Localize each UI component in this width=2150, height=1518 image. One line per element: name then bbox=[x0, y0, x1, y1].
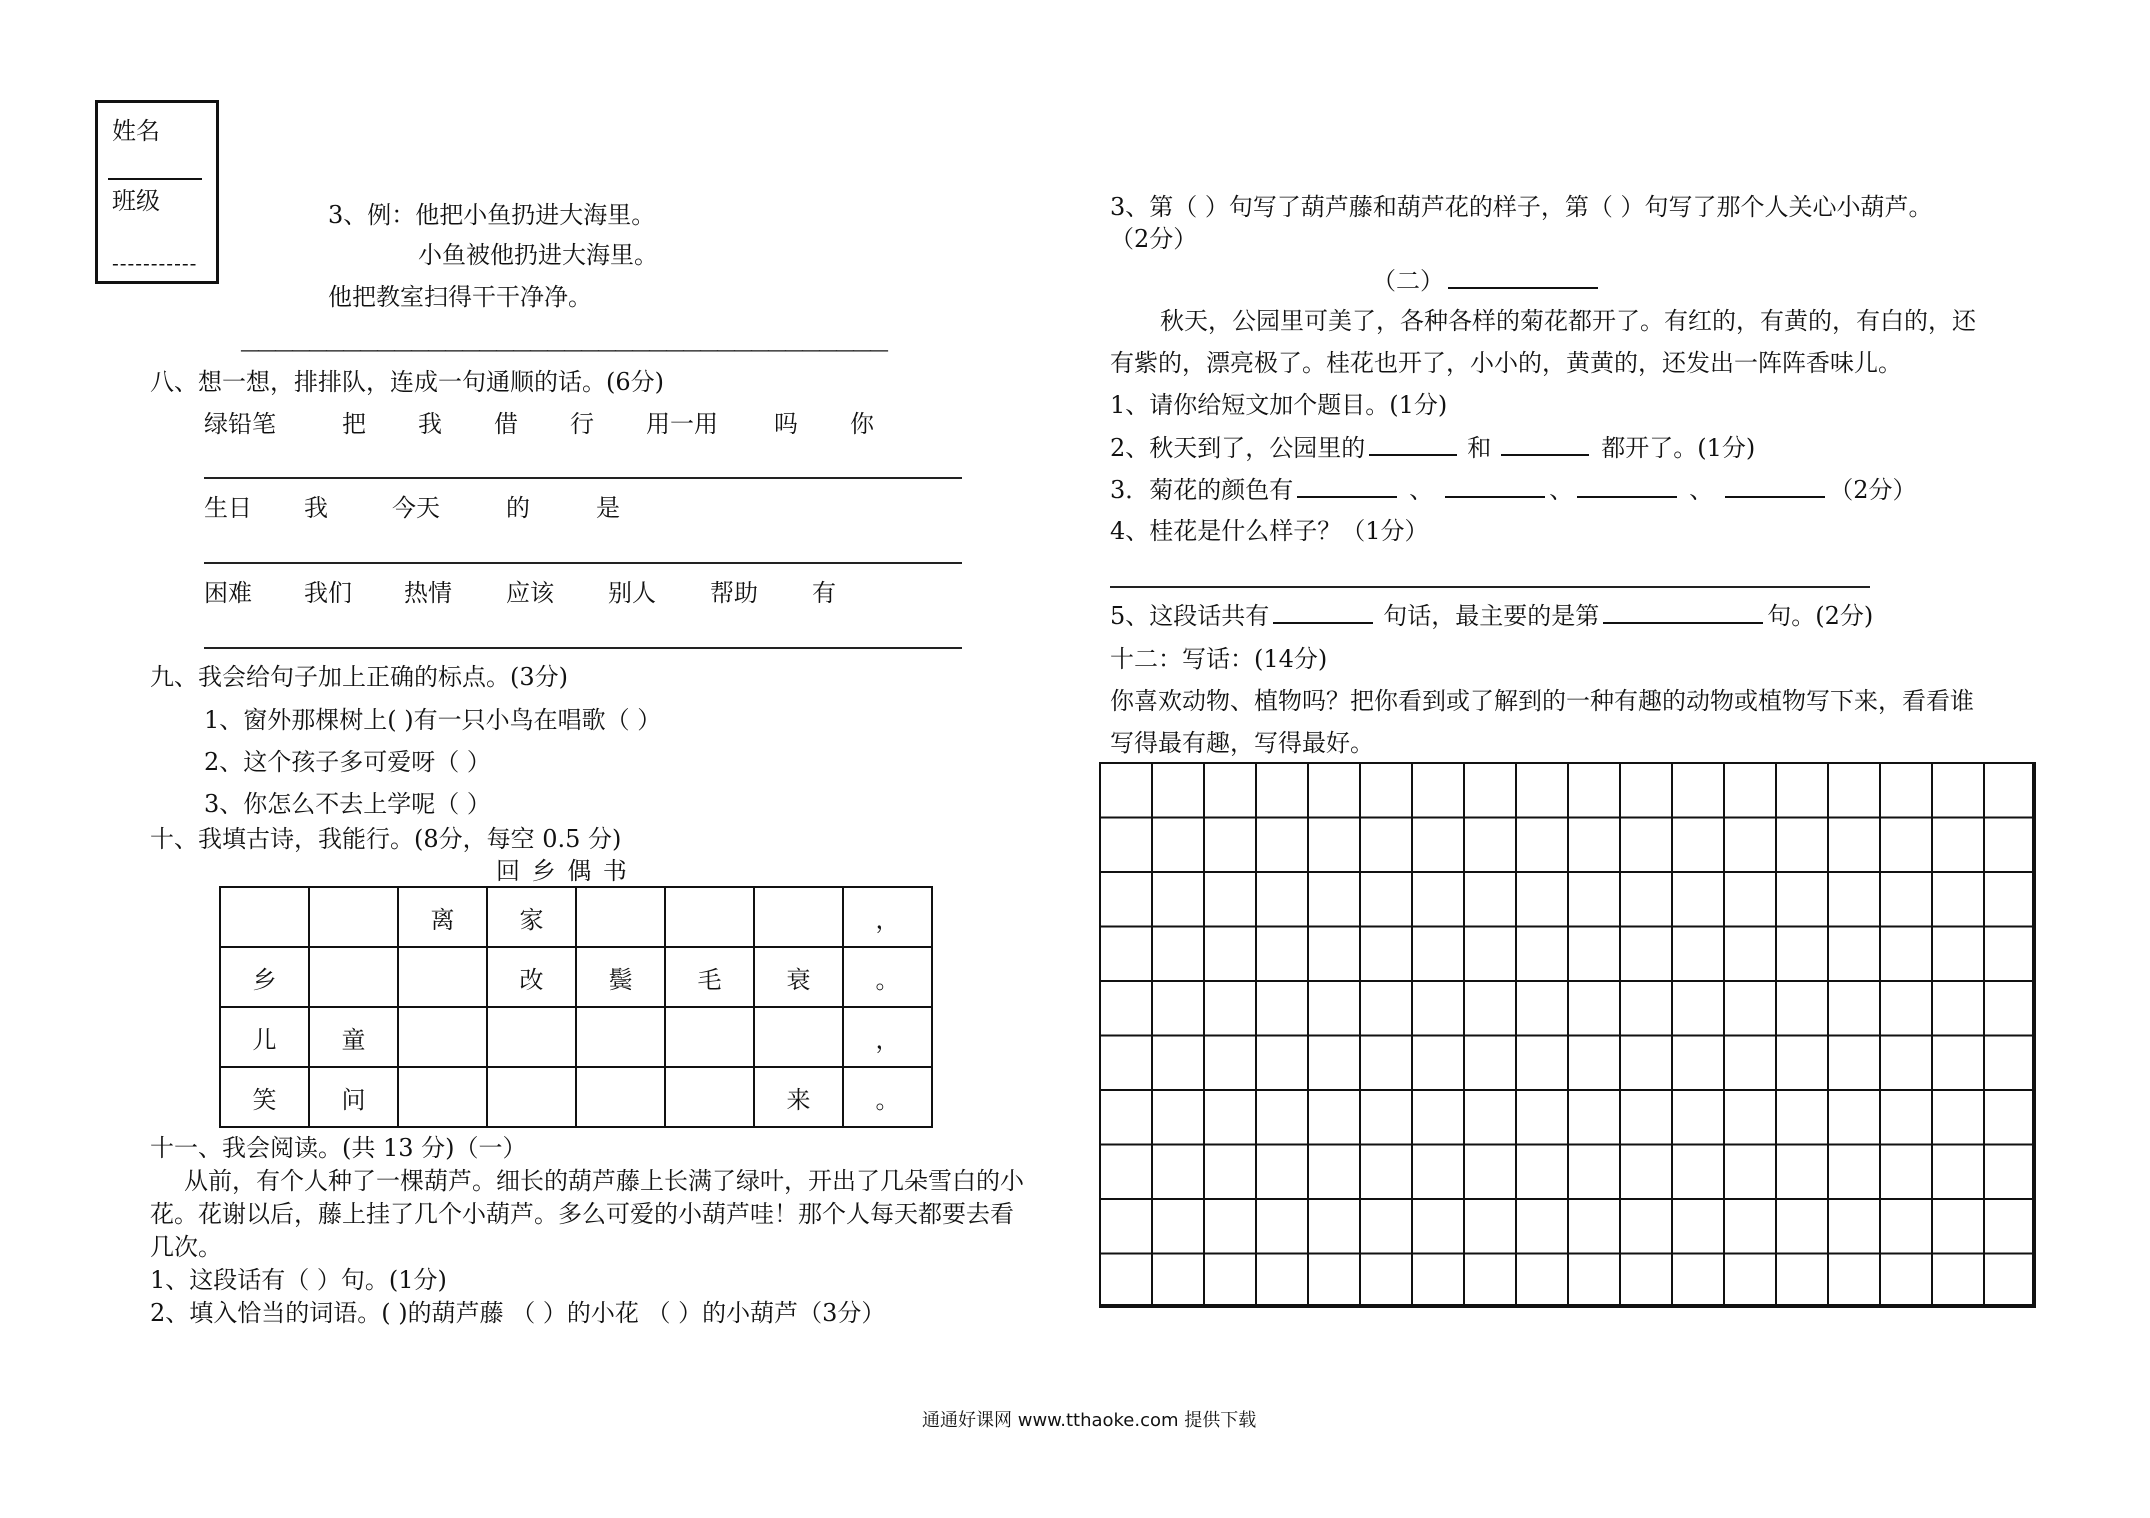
poem-cell: 家 bbox=[487, 887, 576, 947]
q7-example: 小鱼被他扔进大海里。 bbox=[418, 241, 658, 269]
part2-passage-line-1: 秋天，公园里可美了，各种各样的菊花都开了。有红的，有黄的，有白的，还 bbox=[1160, 307, 1976, 335]
poem-cell[interactable] bbox=[754, 1007, 843, 1067]
class-label: 班级 bbox=[112, 187, 160, 215]
poem-cell[interactable] bbox=[487, 1067, 576, 1127]
word: 有 bbox=[812, 579, 836, 607]
word: 困难 bbox=[204, 579, 252, 607]
poem-cell: 衰 bbox=[754, 947, 843, 1007]
q2-text-a: 2、秋天到了，公园里的 bbox=[1110, 434, 1366, 462]
q11-passage-line-3: 几次。 bbox=[150, 1233, 222, 1261]
q2-text-b: 和 bbox=[1467, 434, 1492, 462]
word: 行 bbox=[570, 410, 594, 438]
poem-cell: ， bbox=[843, 887, 932, 947]
word: 别人 bbox=[608, 579, 656, 607]
q5-blank-1[interactable] bbox=[1273, 600, 1373, 624]
q3-sep: 、 bbox=[1689, 476, 1714, 504]
q3-blank-2[interactable] bbox=[1445, 474, 1545, 498]
poem-cell[interactable] bbox=[576, 1067, 665, 1127]
q5-blank-2[interactable] bbox=[1603, 600, 1763, 624]
title-blank[interactable] bbox=[1448, 265, 1598, 289]
word: 我 bbox=[304, 494, 328, 522]
q9-item-3: 3、你怎么不去上学呢（ ） bbox=[204, 790, 491, 818]
word: 生日 bbox=[204, 494, 252, 522]
q8-answer-line-2[interactable] bbox=[204, 562, 962, 564]
q9-title: 九、我会给句子加上正确的标点。(3分) bbox=[150, 663, 568, 691]
poem-cell[interactable] bbox=[398, 1067, 487, 1127]
q12-title: 十二：写话：(14分) bbox=[1110, 645, 1328, 673]
poem-cell: 毛 bbox=[665, 947, 754, 1007]
q11-q3: 3、第（ ）句写了葫芦藤和葫芦花的样子，第（ ）句写了那个人关心小葫芦。 bbox=[1110, 193, 1933, 221]
word: 借 bbox=[494, 410, 518, 438]
q8-title: 八、想一想，排排队，连成一句通顺的话。(6分) bbox=[150, 368, 664, 396]
poem-grid bbox=[219, 886, 933, 1128]
name-class-box bbox=[95, 100, 219, 284]
word: 今天 bbox=[392, 494, 440, 522]
word: 应该 bbox=[506, 579, 554, 607]
poem-cell[interactable] bbox=[665, 887, 754, 947]
q11-title: 十一、我会阅读。(共 13 分)（一） bbox=[150, 1134, 527, 1162]
poem-cell: ， bbox=[843, 1007, 932, 1067]
poem-cell[interactable] bbox=[576, 887, 665, 947]
word: 帮助 bbox=[710, 579, 758, 607]
part2-passage-line-2: 有紫的，漂亮极了。桂花也开了，小小的，黄黄的，还发出一阵阵香味儿。 bbox=[1110, 349, 1902, 377]
q4-answer-line[interactable] bbox=[1110, 586, 1870, 588]
name-label: 姓名 bbox=[112, 117, 160, 145]
poem-cell: 笑 bbox=[220, 1067, 309, 1127]
poem-cell: 来 bbox=[754, 1067, 843, 1127]
q3-sep: 、 bbox=[1549, 476, 1574, 504]
q3-sep: 、 bbox=[1409, 476, 1434, 504]
poem-cell[interactable] bbox=[665, 1007, 754, 1067]
q8-answer-line-1[interactable] bbox=[204, 477, 962, 479]
poem-cell[interactable] bbox=[398, 947, 487, 1007]
q7-item: 3、例：他把小鱼扔进大海里。 bbox=[328, 201, 656, 229]
part2-q5 bbox=[1110, 600, 1873, 631]
poem-cell[interactable] bbox=[754, 887, 843, 947]
q11-q3-score: （2分） bbox=[1110, 225, 1198, 253]
poem-cell[interactable] bbox=[220, 887, 309, 947]
word: 的 bbox=[506, 494, 530, 522]
part2-q3 bbox=[1110, 474, 1917, 505]
q3-text: 3．菊花的颜色有 bbox=[1110, 476, 1294, 504]
part2-heading-text: （二） bbox=[1372, 267, 1444, 295]
poem-cell[interactable] bbox=[576, 1007, 665, 1067]
poem-cell: 。 bbox=[843, 947, 932, 1007]
q10-title: 十、我填古诗，我能行。(8分，每空 0.5 分) bbox=[150, 825, 622, 853]
q8-answer-line-3[interactable] bbox=[204, 647, 962, 649]
q5-text-c: 句。(2分) bbox=[1767, 602, 1874, 630]
word: 用一用 bbox=[646, 410, 718, 438]
word: 我 bbox=[418, 410, 442, 438]
q2-blank-1[interactable] bbox=[1369, 432, 1457, 456]
q11-passage-line-1: 从前，有个人种了一棵葫芦。细长的葫芦藤上长满了绿叶，开出了几朵雪白的小 bbox=[184, 1167, 1024, 1195]
poem-cell[interactable] bbox=[487, 1007, 576, 1067]
class-dash: ----------- bbox=[112, 251, 198, 275]
poem-cell: 改 bbox=[487, 947, 576, 1007]
q2-text-c: 都开了。(1分) bbox=[1601, 434, 1756, 462]
word: 吗 bbox=[774, 410, 798, 438]
poem-cell[interactable] bbox=[665, 1067, 754, 1127]
word: 绿铅笔 bbox=[204, 410, 276, 438]
q9-item-2: 2、这个孩子多可爱呀（ ） bbox=[204, 748, 491, 776]
q9-item-1: 1、窗外那棵树上( )有一只小鸟在唱歌（ ） bbox=[204, 706, 662, 734]
q7-task: 他把教室扫得干干净净。 bbox=[328, 283, 592, 311]
poem-cell: 儿 bbox=[220, 1007, 309, 1067]
q7-answer-line[interactable]: —————————————————————————————————————— bbox=[240, 337, 886, 361]
part2-heading bbox=[1372, 265, 1602, 296]
q2-blank-2[interactable] bbox=[1501, 432, 1589, 456]
q12-prompt-line-1: 你喜欢动物、植物吗？把你看到或了解到的一种有趣的动物或植物写下来，看看谁 bbox=[1110, 687, 1974, 715]
word: 热情 bbox=[404, 579, 452, 607]
poem-cell: 。 bbox=[843, 1067, 932, 1127]
q11-q2: 2、填入恰当的词语。( )的葫芦藤 （ ）的小花 （ ）的小葫芦（3分） bbox=[150, 1299, 886, 1327]
poem-cell: 乡 bbox=[220, 947, 309, 1007]
word: 我们 bbox=[304, 579, 352, 607]
part2-q1: 1、请你给短文加个题目。(1分) bbox=[1110, 391, 1448, 419]
q11-q1: 1、这段话有（ ）句。(1分) bbox=[150, 1266, 447, 1294]
q5-text-a: 5、这段话共有 bbox=[1110, 602, 1270, 630]
poem-cell[interactable] bbox=[309, 887, 398, 947]
q3-blank-4[interactable] bbox=[1725, 474, 1825, 498]
poem-cell[interactable] bbox=[398, 1007, 487, 1067]
poem-cell: 童 bbox=[309, 1007, 398, 1067]
word: 把 bbox=[342, 410, 366, 438]
poem-cell: 问 bbox=[309, 1067, 398, 1127]
q11-passage-line-2: 花。花谢以后，藤上挂了几个小葫芦。多么可爱的小葫芦哇！那个人每天都要去看 bbox=[150, 1200, 1014, 1228]
poem-title: 回 乡 偶 书 bbox=[496, 857, 629, 885]
poem-cell: 离 bbox=[398, 887, 487, 947]
part2-q4: 4、桂花是什么样子？（1分） bbox=[1110, 517, 1429, 545]
footer-credit: 通通好课网 www.tthaoke.com 提供下载 bbox=[922, 1410, 1257, 1431]
q3-blank-1[interactable] bbox=[1297, 474, 1397, 498]
poem-cell[interactable] bbox=[309, 947, 398, 1007]
part2-q2 bbox=[1110, 432, 1755, 463]
writing-grid[interactable] bbox=[1099, 762, 2036, 1308]
name-line[interactable] bbox=[108, 178, 202, 180]
q12-prompt-line-2: 写得最有趣，写得最好。 bbox=[1110, 729, 1374, 757]
poem-cell: 鬓 bbox=[576, 947, 665, 1007]
word: 是 bbox=[596, 494, 620, 522]
word: 你 bbox=[850, 410, 874, 438]
q5-text-b: 句话，最主要的是第 bbox=[1383, 602, 1600, 630]
q3-blank-3[interactable] bbox=[1577, 474, 1677, 498]
q3-score: （2分） bbox=[1829, 476, 1917, 504]
